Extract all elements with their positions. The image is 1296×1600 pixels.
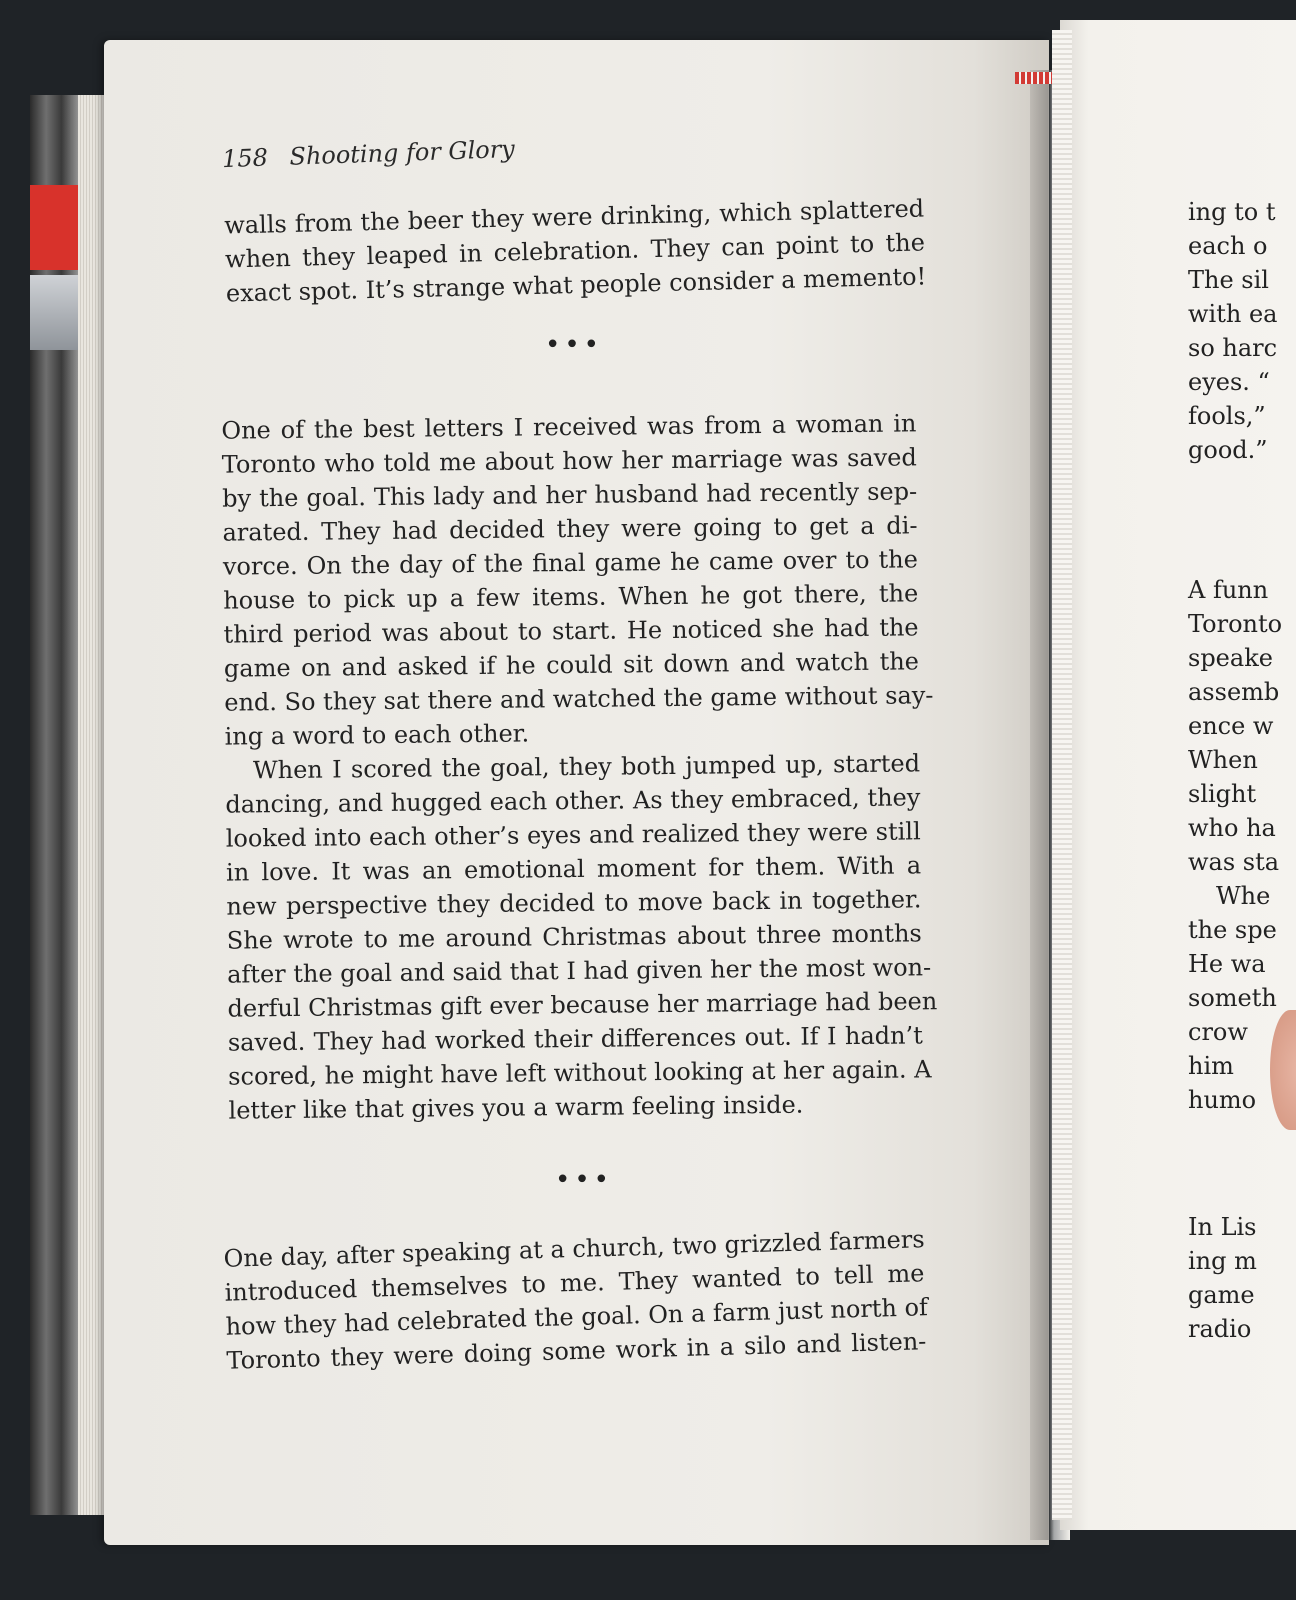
text-line: The sil <box>1188 266 1269 294</box>
text-line: ing to t <box>1188 198 1276 226</box>
text-line: how they had celebrated the goal. On a farm just north of <box>225 1293 929 1341</box>
text-line: saved. They had worked their differences out. If I hadn’t <box>227 1021 923 1057</box>
text-line: In Lis <box>1188 1213 1257 1241</box>
paragraph-block-3 <box>223 1222 927 1377</box>
text-line: game on and asked if he could sit down and watch the <box>223 647 920 683</box>
page-number: 158 <box>221 143 269 174</box>
text-line: game <box>1188 1281 1255 1309</box>
text-line: When I scored the goal, they both jumped up, started <box>252 749 921 785</box>
text-line: She wrote to me around Christmas about three months <box>226 919 922 955</box>
paragraph-block-2 <box>221 406 938 1127</box>
text-line: He wa <box>1188 950 1266 978</box>
text-line: A funn <box>1188 576 1269 604</box>
text-line: when they leaped in celebration. They can point to the <box>224 228 926 274</box>
text-line: letter like that gives you a warm feeling inside. <box>228 1090 804 1125</box>
text-line: so harc <box>1188 334 1278 362</box>
text-line: eyes. “ <box>1188 368 1270 396</box>
text-line: by the goal. This lady and her husband had recently sep- <box>222 477 918 513</box>
text-line: was sta <box>1188 848 1280 876</box>
text-line: him <box>1188 1052 1234 1080</box>
text-line: One day, after speaking at a church, two grizzled farmers <box>223 1225 925 1273</box>
text-line: each o <box>1188 232 1268 260</box>
book-title: Shooting for Glory <box>289 134 516 171</box>
text-line: who ha <box>1188 814 1276 842</box>
paragraph-block-1 <box>224 191 926 310</box>
text-line: ing m <box>1188 1247 1257 1275</box>
text-line: house to pick up a few items. When he got there, the <box>223 579 919 615</box>
text-line: in love. It was an emotional moment for them. With a <box>225 851 922 887</box>
text-line: Toronto <box>1188 610 1283 638</box>
text-line: exact spot. It’s strange what people consider a memento! <box>225 262 927 308</box>
text-line: Whe <box>1216 882 1271 910</box>
right-page-block-1 <box>1188 195 1277 467</box>
text-line: dancing, and hugged each other. As they embraced, they <box>225 783 921 819</box>
section-separator: ••• <box>555 1165 614 1195</box>
text-line: new perspective they decided to move back in together. <box>226 885 922 921</box>
text-line: the spe <box>1188 916 1277 944</box>
text-line: after the goal and said that I had given her the most won- <box>227 953 932 989</box>
bookmark-ribbon <box>1015 72 1055 84</box>
text-line: speake <box>1188 644 1273 672</box>
text-line: someth <box>1188 984 1277 1012</box>
text-line: scored, he might have left without looking at her again. A <box>228 1055 932 1091</box>
right-page-block-3 <box>1188 1210 1257 1346</box>
text-line: ence w <box>1188 712 1274 740</box>
text-line: slight <box>1188 780 1257 808</box>
text-line: humo <box>1188 1086 1257 1114</box>
text-line: derful Christmas gift ever because her marriage had been <box>227 987 938 1023</box>
section-separator: ••• <box>545 330 604 360</box>
text-line: ing a word to each other. <box>224 719 530 751</box>
text-line: looked into each other’s eyes and realized they were still <box>225 817 921 853</box>
text-line: with ea <box>1188 300 1278 328</box>
text-line: introduced themselves to me. They wanted to tell me <box>224 1259 925 1307</box>
text-line: crow <box>1188 1018 1248 1046</box>
text-line: good.” <box>1188 436 1268 464</box>
text-line: vorce. On the day of the final game he came over to the <box>222 545 918 581</box>
text-line: One of the best letters I received was from a woman in <box>221 409 917 445</box>
text-line: assemb <box>1188 678 1280 706</box>
deckle-edge <box>1052 30 1072 1520</box>
text-line: radio <box>1188 1315 1252 1343</box>
text-line: fools,” <box>1188 402 1266 430</box>
text-line: third period was about to start. He noticed she had the <box>223 613 919 649</box>
text-line: When <box>1188 746 1258 774</box>
text-line: arated. They had decided they were going to get a di- <box>222 511 918 547</box>
text-line: Toronto who told me about how her marriage was saved <box>221 443 917 479</box>
text-line: walls from the beer they were drinking, which splattered <box>223 194 925 240</box>
text-line: Toronto they were doing some work in a silo and listen- <box>226 1327 927 1375</box>
right-page-block-2 <box>1188 573 1282 1117</box>
text-line: end. So they sat there and watched the game without say- <box>224 681 934 717</box>
